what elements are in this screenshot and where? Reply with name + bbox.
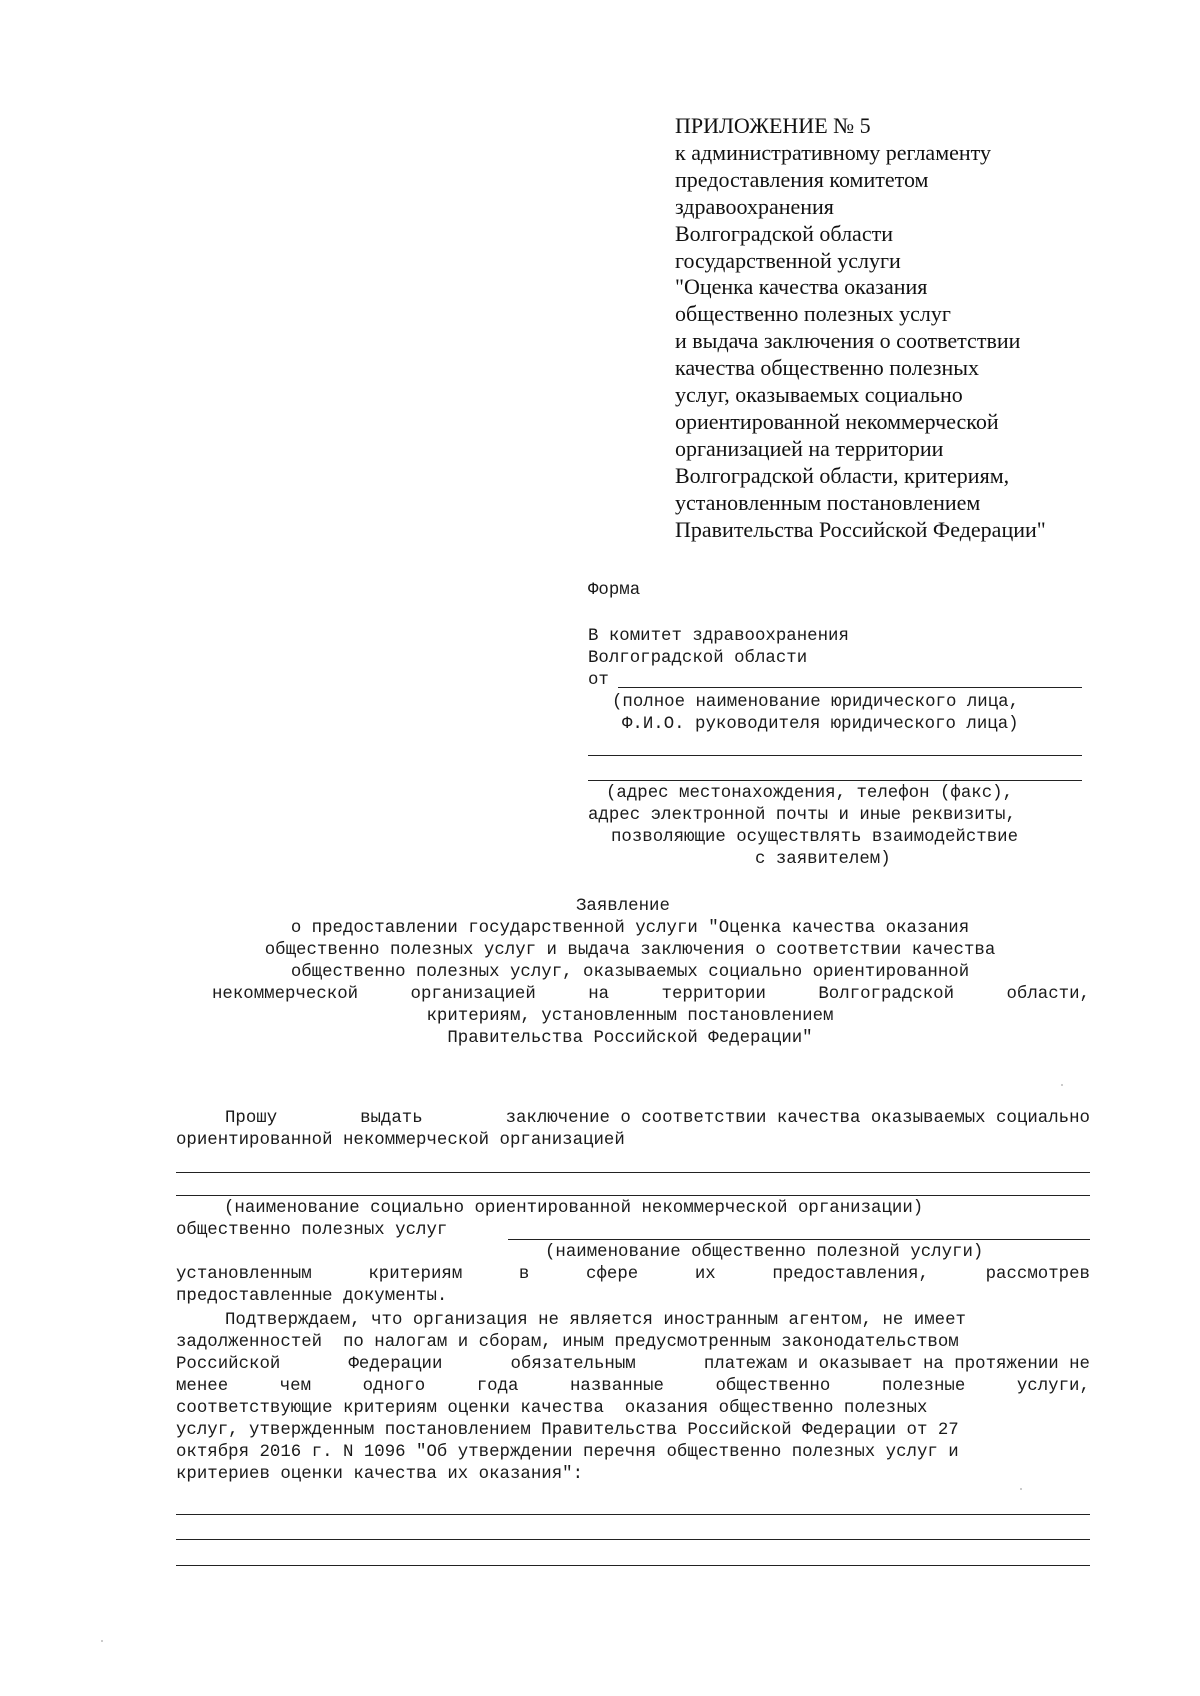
title-word: Волгоградской [818, 985, 955, 1004]
title-line-5: критериям, установленным постановлением [426, 1007, 834, 1026]
addressee-line-2: Волгоградской области [588, 649, 808, 668]
criteria-answer-field-1[interactable] [176, 1514, 1090, 1515]
appendix-title: ПРИЛОЖЕНИЕ № 5 [675, 113, 871, 138]
appendix-line: "Оценка качества оказания [675, 274, 928, 300]
address-hint-1: (адрес местонахождения, телефон (факс), [606, 784, 1014, 803]
applicant-name-hint-1: (полное наименование юридического лица, [612, 693, 1020, 712]
address-hint-2: адрес электронной почты и иные реквизиты, [588, 806, 1016, 825]
title-word: на [588, 985, 610, 1004]
request-word: выдать [360, 1109, 423, 1128]
appendix-line: общественно полезных услуг [675, 301, 951, 327]
criteria-line [176, 1264, 1090, 1286]
appendix-line: здравоохранения [675, 193, 834, 219]
confirm-word: полезные [881, 1377, 966, 1396]
confirm-line-3 [176, 1354, 1090, 1376]
confirm-word: менее [176, 1377, 229, 1396]
from-label: от [588, 671, 609, 690]
confirm-line-6: услуг, утвержденным постановлением Правительства Российской Федерации от 27 [176, 1421, 959, 1440]
confirm-word: Российской [176, 1355, 281, 1374]
organization-name-field-1[interactable] [176, 1172, 1090, 1173]
criteria-word: их [694, 1265, 716, 1284]
confirm-line-1: Подтверждаем, что организация не является иностранным агентом, не имеет [225, 1311, 966, 1330]
confirm-line-7: октября 2016 г. N 1096 "Об утверждении перечня общественно полезных услуг и [176, 1443, 959, 1462]
title-line-6: Правительства Российской Федерации" [447, 1029, 813, 1048]
request-line-2: ориентированной некоммерческой организацией [176, 1131, 625, 1150]
appendix-line: услуг, оказываемых социально [675, 382, 963, 408]
confirm-line-5: соответствующие критериям оценки качества оказания общественно полезных [176, 1399, 928, 1418]
services-label: общественно полезных услуг [176, 1221, 448, 1240]
title-line-2: общественно полезных услуг и выдача заключения о соответствии качества [264, 941, 996, 960]
applicant-name-field[interactable] [618, 687, 1082, 688]
scan-speck [1061, 1084, 1063, 1086]
title-line-4 [212, 984, 1090, 1006]
title-word: организацией [410, 985, 536, 1004]
confirm-word: Федерации [348, 1355, 443, 1374]
applicant-name-hint-2: Ф.И.О. руководителя юридического лица) [622, 715, 1019, 734]
confirm-word: платежам и оказывает на протяжении не [703, 1355, 1090, 1374]
confirm-word: обязательным [510, 1355, 636, 1374]
service-name-field[interactable] [508, 1239, 1090, 1240]
title-word: территории [661, 985, 766, 1004]
appendix-line: организацией на территории [675, 435, 944, 461]
criteria-word: установленным [176, 1265, 312, 1284]
addressee-line-1: В комитет здравоохранения [588, 627, 849, 646]
confirm-word: одного [362, 1377, 426, 1396]
appendix-line: государственной услуги [675, 247, 901, 273]
address-hint-3: позволяющие осуществлять взаимодействие [611, 828, 1019, 847]
appendix-line: ориентированной некоммерческой [675, 408, 999, 434]
request-word: заключение о соответствии качества оказываемых социально [505, 1109, 1090, 1128]
appendix-line: предоставления комитетом [675, 166, 929, 192]
scan-speck [101, 1640, 103, 1642]
form-label: Форма [588, 581, 641, 600]
appendix-line: и выдача заключения о соответствии [675, 328, 1021, 354]
confirm-line-4 [176, 1376, 1090, 1398]
request-line-1 [225, 1108, 1090, 1130]
criteria-word: критериям [368, 1265, 463, 1284]
title-word: некоммерческой [212, 985, 359, 1004]
criteria-word: предоставления, [772, 1265, 929, 1284]
title-line-1: о предоставлении государственной услуги "Оценка качества оказания [290, 919, 970, 938]
organization-name-hint: (наименование социально ориентированной некоммерческой организации) [224, 1199, 924, 1218]
appendix-line: Правительства Российской Федерации" [675, 516, 1046, 542]
appendix-line: Волгоградской области [675, 220, 893, 246]
criteria-word: рассмотрев [985, 1265, 1090, 1284]
title-line-3: общественно полезных услуг, оказываемых социально ориентированной [290, 963, 970, 982]
criteria-answer-field-2[interactable] [176, 1539, 1090, 1540]
documents-line: предоставленные документы. [176, 1287, 448, 1306]
appendix-block [675, 113, 1155, 544]
confirm-word: общественно [715, 1377, 831, 1396]
address-hint-4: с заявителем) [755, 850, 891, 869]
organization-name-field-2[interactable] [176, 1195, 1090, 1196]
criteria-answer-field-3[interactable] [176, 1565, 1090, 1566]
appendix-line: к административному регламенту [675, 139, 991, 165]
confirm-word: чем [279, 1377, 312, 1396]
appendix-line: качества общественно полезных [675, 355, 979, 381]
confirm-word: названные [570, 1377, 664, 1396]
title-word: области, [1006, 985, 1090, 1004]
confirm-word: года [476, 1377, 519, 1396]
appendix-line: установленным постановлением [675, 489, 981, 515]
confirm-line-8: критериев оценки качества их оказания": [176, 1465, 584, 1484]
applicant-address-field-1[interactable] [588, 755, 1082, 756]
confirm-line-2: задолженностей по налогам и сборам, иным предусмотренным законодательством [176, 1333, 959, 1352]
service-name-hint: (наименование общественно полезной услуги) [545, 1243, 984, 1262]
appendix-line: Волгоградской области, критериям, [675, 462, 1010, 488]
request-word: Прошу [225, 1109, 278, 1128]
document-title: Заявление [576, 897, 670, 916]
criteria-word: сфере [586, 1265, 639, 1284]
criteria-word: в [518, 1265, 530, 1284]
confirm-word: услуги, [1016, 1377, 1090, 1396]
scan-speck [1020, 1488, 1022, 1490]
applicant-address-field-2[interactable] [588, 780, 1082, 781]
